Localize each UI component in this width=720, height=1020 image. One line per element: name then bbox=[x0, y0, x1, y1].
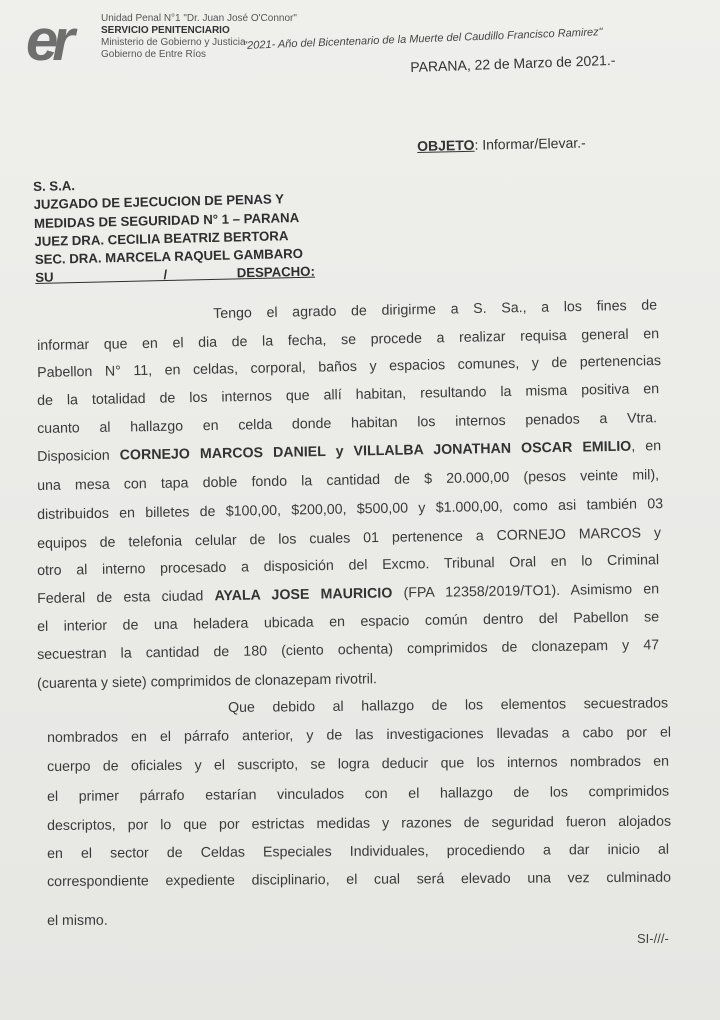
body-text-segment: secuestran la cantidad de 180 (ciento ochenta) comprimidos de clonazepam y 47 bbox=[37, 637, 660, 663]
addressee-line: JUEZ DRA. CECILIA BEATRIZ BERTORA bbox=[34, 228, 289, 249]
body-line bbox=[37, 381, 659, 413]
body-line bbox=[47, 754, 669, 779]
addressee-line: S. S.A. bbox=[33, 178, 76, 194]
body-line bbox=[37, 410, 657, 441]
body-line bbox=[47, 870, 671, 894]
body-text-segment: Disposicion bbox=[37, 447, 120, 465]
body-line bbox=[213, 297, 657, 326]
addressee-block bbox=[33, 172, 315, 288]
body-text-segment: descriptos, por lo que por estrictas medidas y razones de seguridad fueron alojados bbox=[47, 813, 672, 834]
unit-name: Unidad Penal N°1 "Dr. Juan José O'Connor" bbox=[101, 13, 297, 24]
body-line bbox=[37, 326, 659, 358]
subject-value: : Informar/Elevar.- bbox=[474, 134, 586, 153]
body-text-segment: Tengo el agrado de dirigirme a S. Sa., a los fines de bbox=[213, 297, 658, 322]
body-text-segment: de la totalidad de los internos que allí habitan, resultando la misma positiva en bbox=[37, 381, 660, 409]
logo-text: er bbox=[26, 16, 69, 64]
institution-logo bbox=[26, 16, 98, 64]
body-line bbox=[37, 467, 659, 498]
body-text-segment: el interior de una heladera ubicada en espacio común dentro del Pabellon se bbox=[37, 609, 660, 635]
body-line bbox=[37, 609, 659, 639]
body-text-segment: el mismo. bbox=[47, 912, 108, 929]
subject-label: OBJETO bbox=[417, 136, 475, 154]
body-text-segment: equipos de telefonia celular de los cuales 01 pertenence a CORNEJO MARCOS y bbox=[37, 525, 662, 552]
body-text-segment: nombrados en el párrafo anterior, y de las investigaciones llevadas a cabo por el bbox=[47, 724, 672, 746]
body-line bbox=[47, 814, 671, 838]
addressee-line: JUZGADO DE EJECUCION DE PENAS Y bbox=[33, 191, 285, 213]
city-date: PARANA, 22 de Marzo de 2021.- bbox=[410, 51, 616, 75]
body-text-segment: informar que en el dia de la fecha, se procede a realizar requisa general en bbox=[37, 326, 660, 354]
body-text-segment: cuerpo de oficiales y el suscripto, se logra deducir que los internos nombrados en bbox=[47, 753, 670, 775]
year-motto: "2021- Año del Bicentenario de la Muerte del Caudillo Francisco Ramirez" bbox=[243, 26, 603, 52]
addressee-line: MEDIDAS DE SEGURIDAD N° 1 – PARANA bbox=[33, 209, 300, 231]
body-text-segment: una mesa con tapa doble fondo la cantidad de $ 20.000,00 (pesos veinte mil), bbox=[37, 467, 660, 494]
body-line bbox=[37, 496, 663, 527]
body-text-segment: (cuarenta y siete) comprimidos de clonazepam rivotril. bbox=[37, 671, 378, 692]
body-line bbox=[37, 438, 661, 469]
body-text-segment: distribuidos en billetes de $100,00, $200,00, $500,00 y $1.000,00, como asi también 03 bbox=[37, 496, 664, 523]
body-text-segment: Que debido al hallazgo de los elementos secuestrados bbox=[228, 695, 669, 716]
body-line bbox=[37, 671, 377, 692]
continuation-mark: SI-///- bbox=[637, 931, 669, 946]
government-name: Gobierno de Entre Ríos bbox=[101, 49, 207, 60]
body-line bbox=[47, 725, 671, 750]
body-line bbox=[37, 525, 661, 556]
body-line bbox=[37, 637, 659, 667]
body-line bbox=[47, 913, 108, 929]
inmate-name: AYALA JOSE MAURICIO bbox=[214, 585, 393, 605]
addressee-line: SEC. DRA. MARCELA RAQUEL GAMBARO bbox=[34, 246, 304, 268]
body-line bbox=[47, 784, 669, 809]
addressee-line: SU / DESPACHO: bbox=[35, 264, 316, 286]
body-text-segment: , en bbox=[631, 438, 662, 455]
service-name: SERVICIO PENITENCIARIO bbox=[101, 25, 230, 36]
body-text-segment: Federal de esta ciudad bbox=[37, 588, 215, 607]
body-text-segment: el primer párrafo estarían vinculados con el hallazgo de los comprimidos bbox=[47, 783, 670, 805]
body-text-segment: Pabellon N° 11, en celdas, corporal, baños y espacios comunes, y de pertenencias bbox=[37, 353, 662, 381]
body-line bbox=[37, 552, 659, 583]
ministry-name: Ministerio de Gobierno y Justicia bbox=[101, 37, 246, 48]
body-text-segment: en el sector de Celdas Especiales Individuales, procediendo a dar inicio al bbox=[47, 841, 670, 862]
body-text-segment: cuanto al hallazgo en celda donde habitan los internos penados a Vtra. bbox=[37, 410, 658, 437]
subject-line bbox=[417, 134, 586, 154]
inmate-name: CORNEJO MARCOS DANIEL y VILLALBA JONATHAN OSCAR EMILIO bbox=[119, 438, 632, 464]
body-line bbox=[228, 695, 668, 720]
body-line bbox=[37, 581, 659, 611]
body-text-segment: otro al interno procesado a disposición del Excmo. Tribunal Oral en lo Criminal bbox=[37, 552, 660, 579]
body-text-segment: correspondiente expediente disciplinario, el cual será elevado una vez culminado bbox=[47, 869, 672, 890]
body-line bbox=[37, 353, 661, 385]
body-line bbox=[47, 842, 669, 866]
institution-block bbox=[101, 13, 297, 61]
body-text-segment: (FPA 12358/2019/TO1). Asimismo en bbox=[392, 581, 660, 602]
